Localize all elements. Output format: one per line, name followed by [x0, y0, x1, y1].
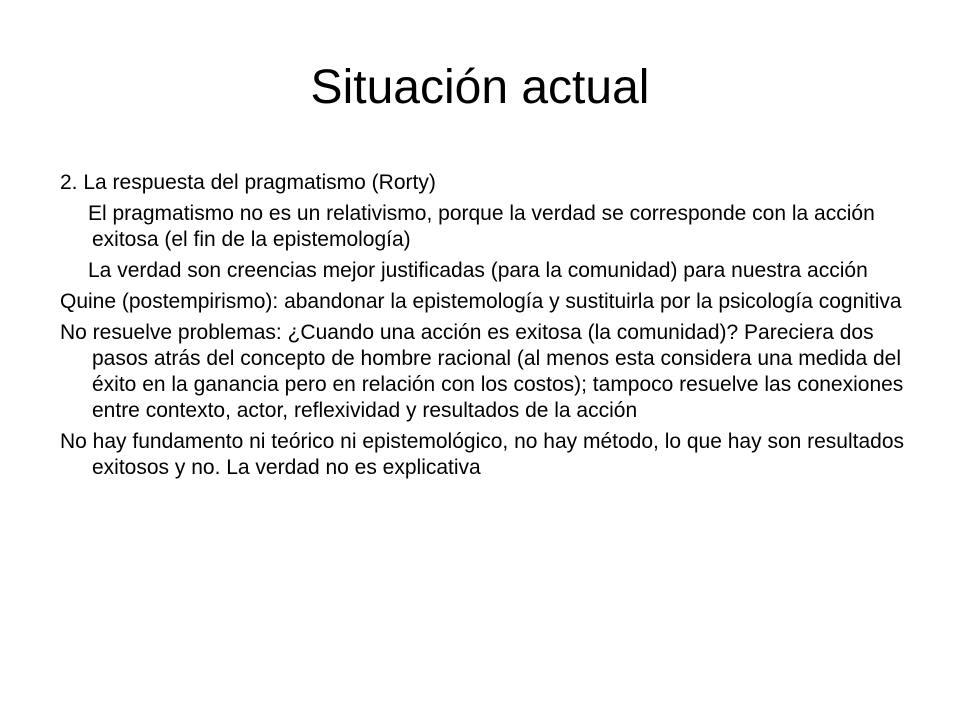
paragraph-quine: Quine (postempirismo): abandonar la epistemología y sustituirla por la psicología cognitiva: [60, 290, 902, 313]
paragraph-truth-beliefs: La verdad son creencias mejor justificadas (para la comunidad) para nuestra acción: [88, 259, 868, 282]
paragraph-no-resuelve: No resuelve problemas: ¿Cuando una acción es exitosa (la comunidad)? Pareciera dos pasos atrás del concepto de hombre racional (al menos esta considera una medida del éxito en la ganancia pero en relación con los costos); tampoco resuelve las conexiones entre contexto, actor, reflexividad y resultados de la acción: [60, 321, 904, 422]
paragraph-pragmatism-relativism: El pragmatismo no es un relativismo, porque la verdad se corresponde con la acción exitosa (el fin de la epistemología): [88, 202, 875, 251]
slide-body: [60, 170, 910, 486]
paragraph-pragmatism-heading: 2. La respuesta del pragmatismo (Rorty): [60, 171, 436, 194]
paragraph-no-fundamento: No hay fundamento ni teórico ni epistemológico, no hay método, lo que hay son resultados exitosos y no. La verdad no es explicativa: [60, 430, 905, 479]
slide-title: Situación actual: [310, 61, 650, 114]
